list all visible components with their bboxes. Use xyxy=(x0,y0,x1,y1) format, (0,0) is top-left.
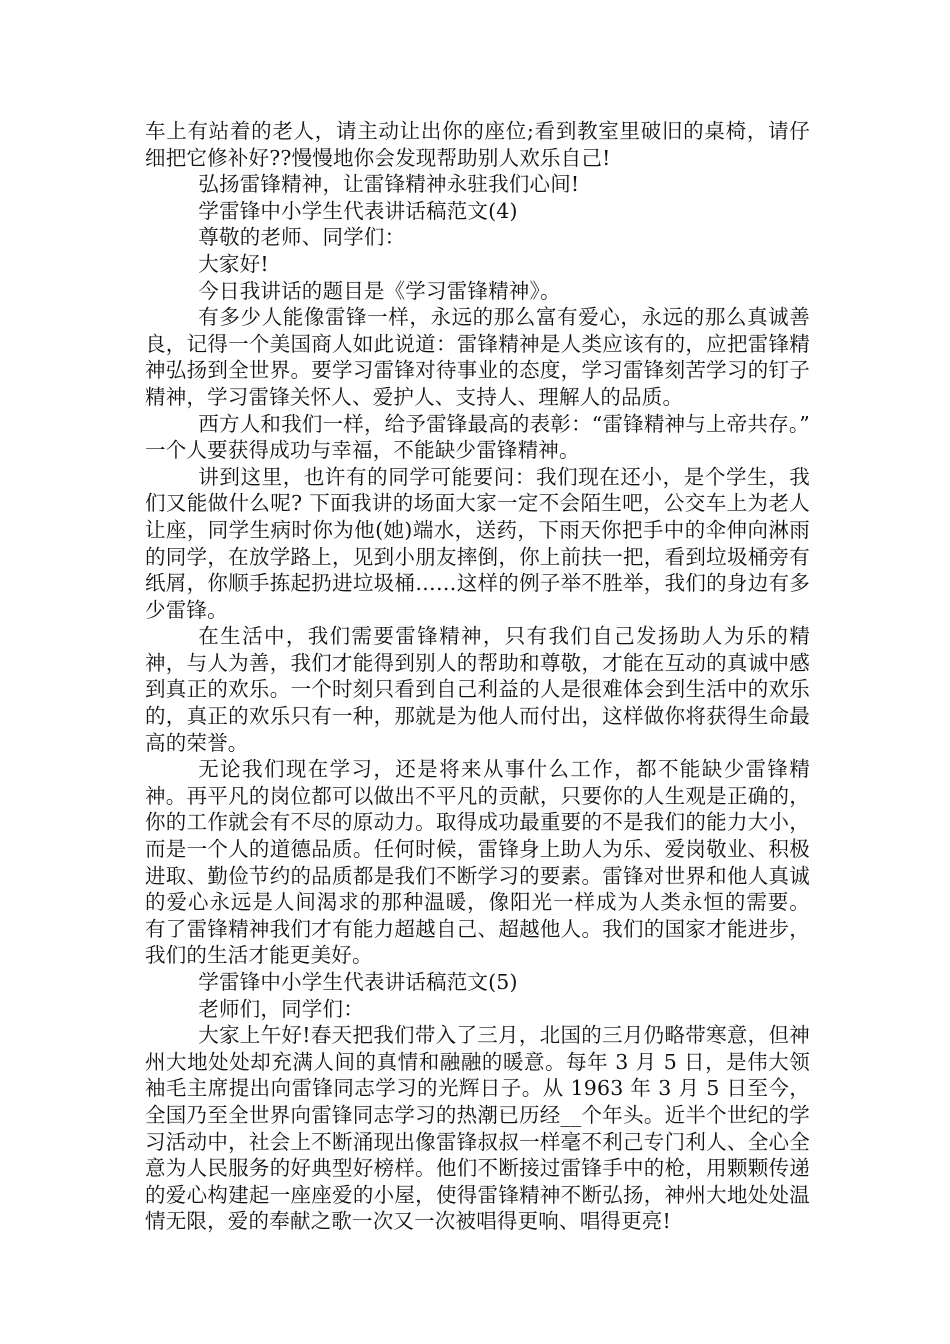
paragraph-continuation: 车上有站着的老人，请主动让出你的座位;看到教室里破旧的桌椅，请仔细把它修补好??慢慢地你会发现帮助别人欢乐自己! xyxy=(145,119,810,170)
section-heading-5: 学雷锋中小学生代表讲话稿范文(5) xyxy=(198,970,518,994)
paragraph: 大家上午好!春天把我们带入了三月，北国的三月仍略带寒意，但神州大地处处却充满人间的真情和融融的暖意。每年 3 月 5 日，是伟大领袖毛主席提出向雷锋同志学习的光辉日子。从 1963 年 3 月 5 日至今，全国乃至全世界向雷锋同志学习的热潮已历经__个年头。近半个世纪的学习活动中，社会上不断涌现出像雷锋叔叔一样毫不利己专门利人、全心全意为人民服务的好典型好榜样。他们不断接过雷锋手中的枪，用颗颗传递的爱心构建起一座座爱的小屋，使得雷锋精神不断弘扬，神州大地处处温情无限，爱的奉献之歌一次又一次被唱得更响、唱得更亮! xyxy=(145,1023,810,1234)
speech-topic: 今日我讲话的题目是《学习雷锋精神》。 xyxy=(198,278,561,303)
paragraph: 讲到这里，也许有的同学可能要问：我们现在还小，是个学生，我们又能做什么呢? 下面我讲的场面大家一定不会陌生吧，公交车上为老人让座，同学生病时你为他(她)端水，送药，下雨天你把手中的伞伸向淋雨的同学，在放学路上，见到小朋友摔倒，你上前扶一把，看到垃圾桶旁有纸屑，你顺手拣起扔进垃圾桶……这样的例子举不胜举，我们的身边有多少雷锋。 xyxy=(145,464,810,622)
paragraph: 西方人和我们一样，给予雷锋最高的表彰：“雷锋精神与上帝共存。” 一个人要获得成功与幸福，不能缺少雷锋精神。 xyxy=(145,411,810,463)
section-heading-4: 学雷锋中小学生代表讲话稿范文(4) xyxy=(198,198,518,223)
paragraph: 无论我们现在学习，还是将来从事什么工作，都不能缺少雷锋精神。再平凡的岗位都可以做出不平凡的贡献，只要你的人生观是正确的，你的工作就会有不尽的原动力。取得成功最重要的不是我们的能力大小，而是一个人的道德品质。任何时候，雷锋身上助人为乐、爱岗敬业、积极进取、勤俭节约的品质都是我们不断学习的要素。雷锋对世界和他人真诚的爱心永远是人间渴求的那种温暖，像阳光一样成为人类永恒的需要。 有了雷锋精神我们才有能力超越自己、超越他人。我们的国家才能进步，我们的生活才能更美好。 xyxy=(145,757,810,968)
document-body xyxy=(145,118,810,1235)
paragraph: 在生活中，我们需要雷锋精神，只有我们自己发扬助人为乐的精神，与人为善，我们才能得到别人的帮助和尊敬，才能在互动的真诚中感到真正的欢乐。一个时刻只看到自己利益的人是很难体会到生活中的欢乐的，真正的欢乐只有一种，那就是为他人而付出，这样做你将获得生命最高的荣誉。 xyxy=(145,624,810,755)
salutation: 老师们，同学们： xyxy=(198,996,364,1021)
paragraph-slogan: 弘扬雷锋精神，让雷锋精神永驻我们心间! xyxy=(198,172,580,197)
salutation: 尊敬的老师、同学们： xyxy=(198,225,406,250)
paragraph: 有多少人能像雷锋一样，永远的那么富有爱心，永远的那么真诚善良，记得一个美国商人如此说道：雷锋精神是人类应该有的，应把雷锋精神弘扬到全世界。要学习雷锋对待事业的态度，学习雷锋刻苦学习的钉子精神，学习雷锋关怀人、爱护人、支持人、理解人的品质。 xyxy=(145,305,810,409)
greeting: 大家好! xyxy=(198,251,269,276)
